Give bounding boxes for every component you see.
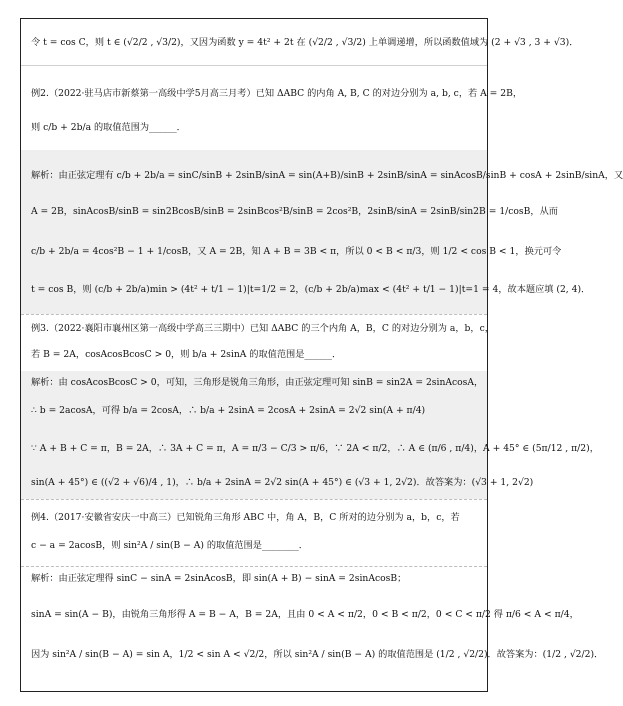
- text-line: c − a = 2acosB，则 sin²A / sin(B − A) 的取值范围是________．: [31, 540, 308, 551]
- example-4-question: [21, 500, 487, 566]
- text-line: 则 c/b + 2b/a 的取值范围为______．: [31, 122, 186, 133]
- example-2-solution: [21, 150, 623, 314]
- text-line: sinA = sin(A − B)，由锐角三角形得 A = B − A，B = 2A，且由 0 < A < π/2，0 < B < π/2，0 < C < π/2 得 π/6 < A < π/4，: [31, 609, 579, 620]
- text-line: 解析：由 cosAcosBcosC > 0，可知，三角形是锐角三角形，由正弦定理可知 sinB = sin2A = 2sinAcosA，: [31, 377, 484, 388]
- text-line: c/b + 2b/a = 4cos²B − 1 + 1/cosB，又 A = 2B，知 A + B = 3B < π，所以 0 < B < π/3，则 1/2 < cos B < 1，换元可令: [31, 246, 562, 257]
- text-line: 例4.（2017·安徽省安庆一中高三）已知锐角三角形 ABC 中，角 A，B，C 所对的边分别为 a，b，c，若: [31, 512, 460, 523]
- text-line: 令 t = cos C，则 t ∈ (√2/2 , √3/2)，又因为函数 y = 4t² + 2t 在 (√2/2 , √3/2) 上单调递增，所以函数值域为 (2 + √3 , 3 + √3)．: [31, 37, 579, 48]
- text-line: t = cos B，则 (c/b + 2b/a)min > (4t² + t/1 − 1)|t=1/2 = 2，(c/b + 2b/a)max < (4t² + t/1 − 1)|t=1 = 4，故本题应填 (2, 4)．: [31, 284, 591, 295]
- text-line: ∵ A + B + C = π，B = 2A，∴ 3A + C = π，A = π/3 − C/3 > π/6，∵ 2A < π/2，∴ A ∈ (π/6 , π/4)，A + 45° ∈ (5π/12 , π/2)，: [31, 443, 599, 454]
- example-2-question: [21, 66, 523, 150]
- text-line: A = 2B，sinAcosB/sinB = sin2BcosB/sinB = 2sinBcos²B/sinB = 2cos²B，2sinB/sinA = 2sinB/sin2B = 1/cosB，从而: [31, 206, 558, 217]
- text-line: 若 B = 2A，cosAcosBcosC > 0，则 b/a + 2sinA 的取值范围是______．: [31, 349, 342, 360]
- intro-block: [21, 19, 579, 65]
- example-3-question: [21, 315, 494, 371]
- text-line: 例2.（2022·驻马店市新蔡第一高级中学5月高三月考）已知 ΔABC 的内角 A, B, C 的对边分别为 a, b, c，若 A = 2B，: [31, 88, 523, 99]
- example-3-solution: [21, 371, 599, 499]
- text-line: sin(A + 45°) ∈ ((√2 + √6)/4 , 1)，∴ b/a + 2sinA = 2√2 sin(A + 45°) ∈ (√3 + 1, 2√2)．故答案为：(√3 + 1, 2√2): [31, 477, 534, 488]
- text-line: 因为 sin²A / sin(B − A) = sin A，1/2 < sin A < √2/2，所以 sin²A / sin(B − A) 的取值范围是 (1/2 , √2/2)．故答案为：(1/2 , √2/2)．: [31, 649, 604, 660]
- text-line: 解析：由正弦定理有 c/b + 2b/a = sinC/sinB + 2sinB/sinA = sin(A+B)/sinB + 2sinB/sinA = sinAcosB/sinB + cosA + 2sinB/sinA，又: [31, 170, 623, 181]
- example-4-solution: [21, 567, 604, 691]
- text-line: 例3.（2022·襄阳市襄州区第一高级中学高三三期中）已知 ΔABC 的三个内角 A，B，C 的对边分别为 a，b，c，: [31, 323, 494, 334]
- document-frame: [20, 18, 623, 692]
- text-line: 解析：由正弦定理得 sinC − sinA = 2sinAcosB，即 sin(A + B) − sinA = 2sinAcosB；: [31, 573, 407, 584]
- text-line: ∴ b = 2acosA，可得 b/a = 2cosA，∴ b/a + 2sinA = 2cosA + 2sinA = 2√2 sin(A + π/4): [31, 405, 426, 416]
